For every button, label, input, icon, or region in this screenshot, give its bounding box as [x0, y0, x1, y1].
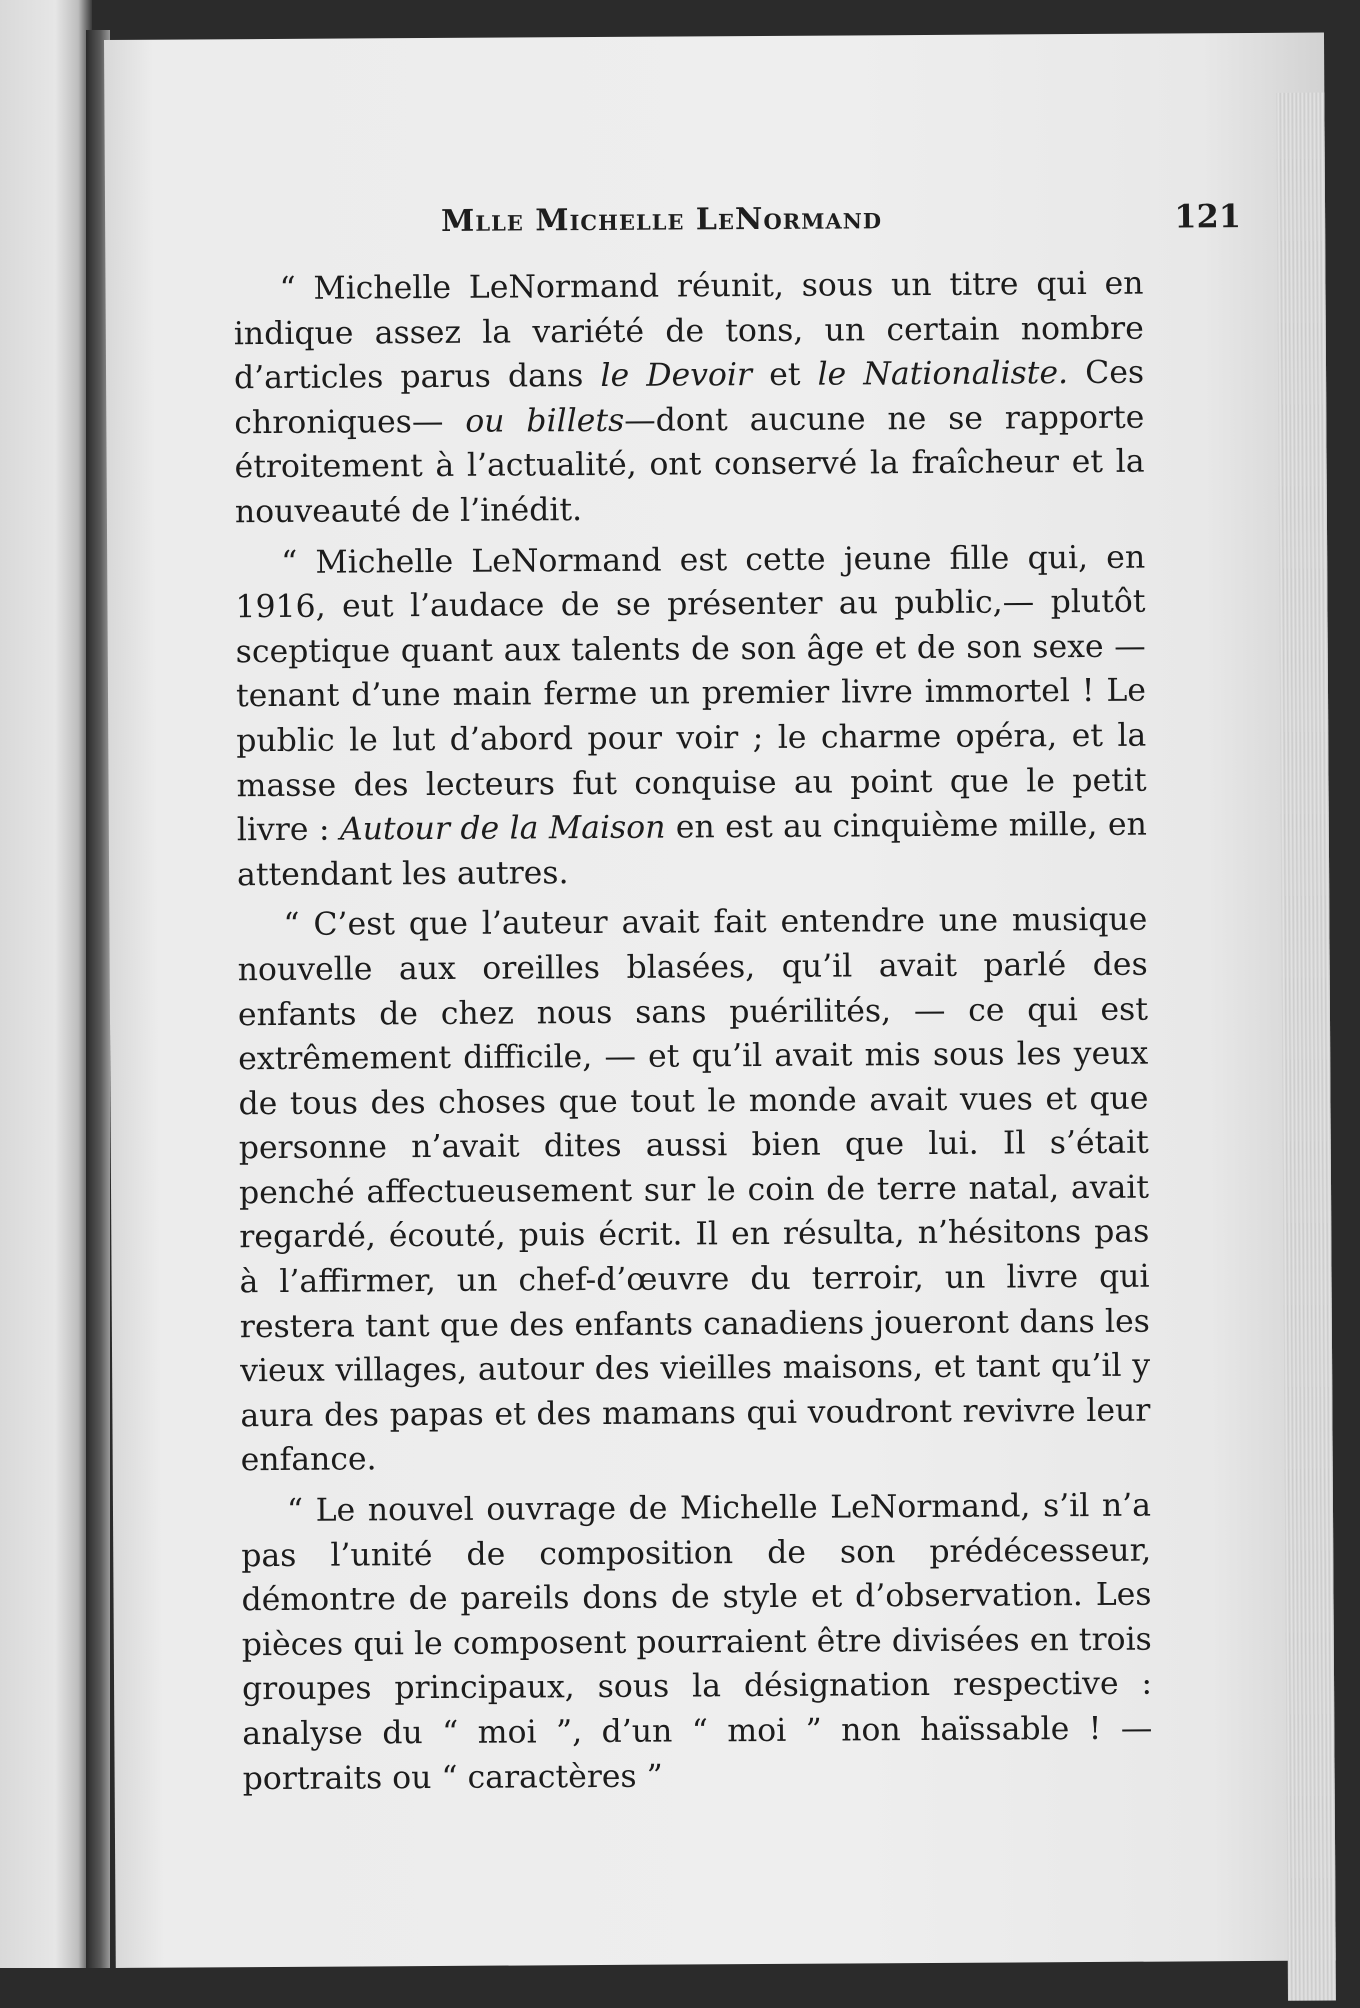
paragraph	[233, 262, 1145, 535]
text-run: “ C’est que l’auteur avait fait entendre une musique nouvelle aux oreilles blasées, qu’il avait parlé des enfants de chez nous sans puérilités, — ce qui est extrêmement difficile, — et qu’il avait mis sous les yeux de tous des choses que tout le monde avait vues et que personne n’avait dites aussi bien que lui. Il s’était penché affectueusement sur le coin de terre natal, avait regardé, écouté, puis écrit. Il en résulta, n’hésitons pas à l’affirmer, un chef-d’œuvre du terroir, un livre qui restera tant que des enfants canadiens joueront dans les vieux villages, autour des vieilles maisons, et tant qu’il y aura des papas et des mamans qui voudront revivre leur enfance.	[237, 901, 1151, 1479]
facing-page-edge	[0, 0, 92, 1968]
paragraph	[241, 1484, 1153, 1802]
text-run: en est au cinquième mille, en attendant les autres.	[236, 806, 1147, 893]
body-text	[233, 262, 1152, 1802]
paragraph	[237, 898, 1151, 1483]
paragraph	[235, 535, 1147, 897]
text-run: “ Le nouvel ouvrage de Michelle LeNormand, s’il n’a pas l’unité de composition de son prédécesseur, démontre de pareils dons de style et d’observation. Les pièces qui le composent pourraient être divisées en trois groupes principaux, sous la désignation respective : analyse du “ moi ”, d’un “ moi ” non haïssable ! — portraits ou “ caractères ”	[241, 1487, 1153, 1797]
italic-text: Autour de la Maison	[339, 809, 666, 848]
text-run: et	[751, 356, 818, 394]
page-edges	[1276, 93, 1336, 2001]
italic-text: ou billets	[465, 402, 625, 440]
text-run: Ces chroniques—	[234, 354, 1145, 441]
text-run: “ Michelle LeNormand est cette jeune fille qui, en 1916, eut l’audace de se présenter au public,— plutôt sceptique quant aux talents de son âge et de son sexe — tenant d’une main ferme un premier livre immortel ! Le public le lut d’abord pour voir ; le charme opéra, et la masse des lecteurs fut conquise au point que le petit livre :	[235, 539, 1147, 849]
page-number: 121	[1174, 197, 1242, 236]
running-head	[441, 183, 1241, 268]
italic-text: le Devoir	[600, 357, 753, 395]
text-run: —dont aucune ne se rapporte étroitement à l’actualité, ont conservé la fraîcheur et la nouveauté de l’inédit.	[234, 399, 1145, 531]
running-title: Mlle Michelle LeNormand	[441, 201, 883, 239]
book-page	[104, 33, 1336, 1968]
text-run: “ Michelle LeNormand réunit, sous un titre qui en indique assez la variété de tons, un certain nombre d’articles parus dans	[233, 265, 1144, 397]
italic-text: le Nationaliste.	[817, 355, 1069, 393]
